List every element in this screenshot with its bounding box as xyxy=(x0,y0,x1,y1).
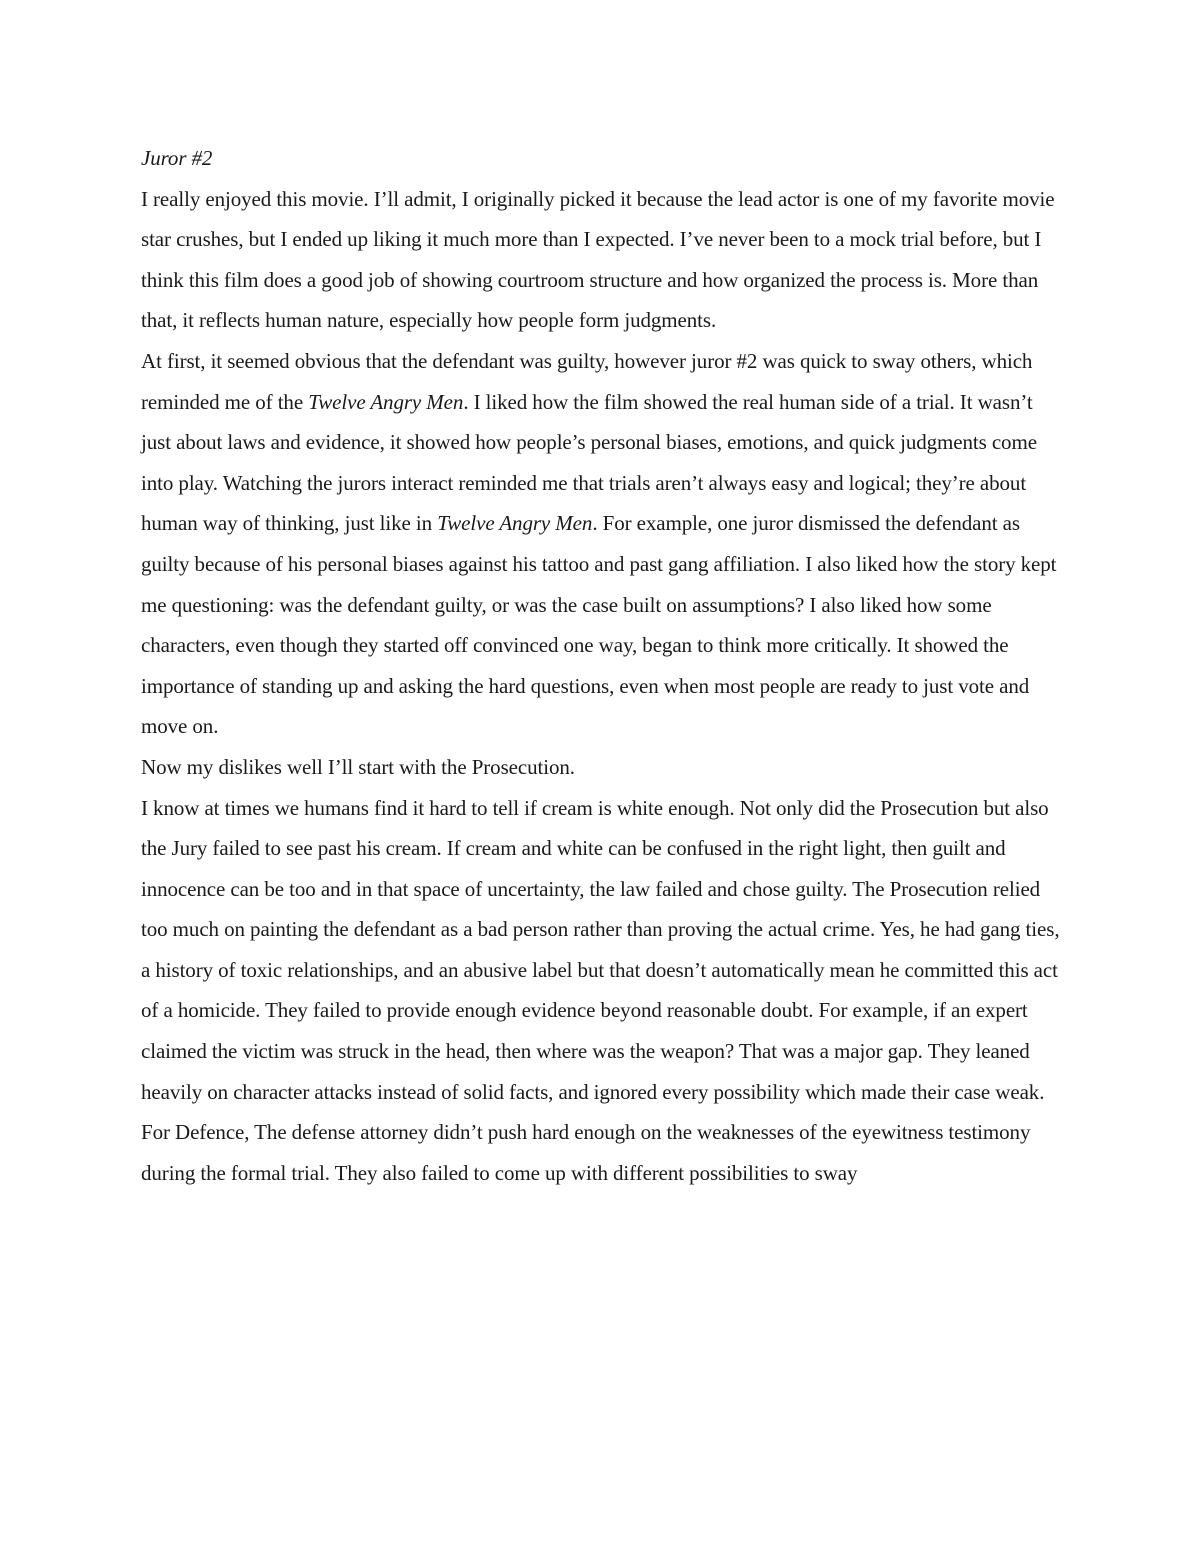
book-title-reference: Twelve Angry Men xyxy=(308,389,464,414)
paragraph-likes-part-a: At first, it seemed obvious that the defendant was guilty, however juror #2 was quick to sway others, which reminded me of the xyxy=(141,348,1033,414)
paragraph-defence: For Defence, The defense attorney didn’t push hard enough on the weaknesses of the eyewitness testimony during the formal trial. They also failed to come up with different possibilities to sway xyxy=(141,1120,1031,1185)
document-heading: Juror #2 xyxy=(141,146,213,170)
document-body xyxy=(141,138,1061,1193)
paragraph-intro: I really enjoyed this movie. I’ll admit, I originally picked it because the lead actor is one of my favorite movie star crushes, but I ended up liking it much more than I expected. I’ve never been to a mock trial before, but I think this film does a good job of showing courtroom structure and how organized the process is. More than that, it reflects human nature, especially how people form judgments. xyxy=(141,186,1055,333)
paragraph-prosecution: I know at times we humans find it hard to tell if cream is white enough. Not only did the Prosecution but also the Jury failed to see past his cream. If cream and white can be confused in the right light, then guilt and innocence can be too and in that space of uncertainty, the law failed and chose guilty. The Prosecution relied too much on painting the defendant as a bad person rather than proving the actual crime. Yes, he had gang ties, a history of toxic relationships, and an abusive label but that doesn’t automatically mean he committed this act of a homicide. They failed to provide enough evidence beyond reasonable doubt. For example, if an expert claimed the victim was struck in the head, then where was the weapon? That was a major gap. They leaned heavily on character attacks instead of solid facts, and ignored every possibility which made their case weak. xyxy=(141,795,1060,1104)
book-title-reference: Twelve Angry Men xyxy=(437,511,593,536)
paragraph-likes xyxy=(141,341,1061,747)
paragraph-likes-part-b: . I liked how the film showed the real human side of a trial. It wasn’t just about laws and evidence, it showed how people’s personal biases, emotions, and quick judgments come into play. Watching the jurors interact reminded me that trials aren’t always easy and logical; they’re about human way of thinking, just like in xyxy=(141,389,1037,536)
paragraph-likes-part-c: . For example, one juror dismissed the defendant as guilty because of his personal biases against his tattoo and past gang affiliation. I also liked how the story kept me questioning: was the defendant guilty, or was the case built on assumptions? I also liked how some characters, even though they started off convinced one way, began to think more critically. It showed the importance of standing up and asking the hard questions, even when most people are ready to just vote and move on. xyxy=(141,511,1057,739)
paragraph-dislikes-intro: Now my dislikes well I’ll start with the Prosecution. xyxy=(141,754,575,779)
